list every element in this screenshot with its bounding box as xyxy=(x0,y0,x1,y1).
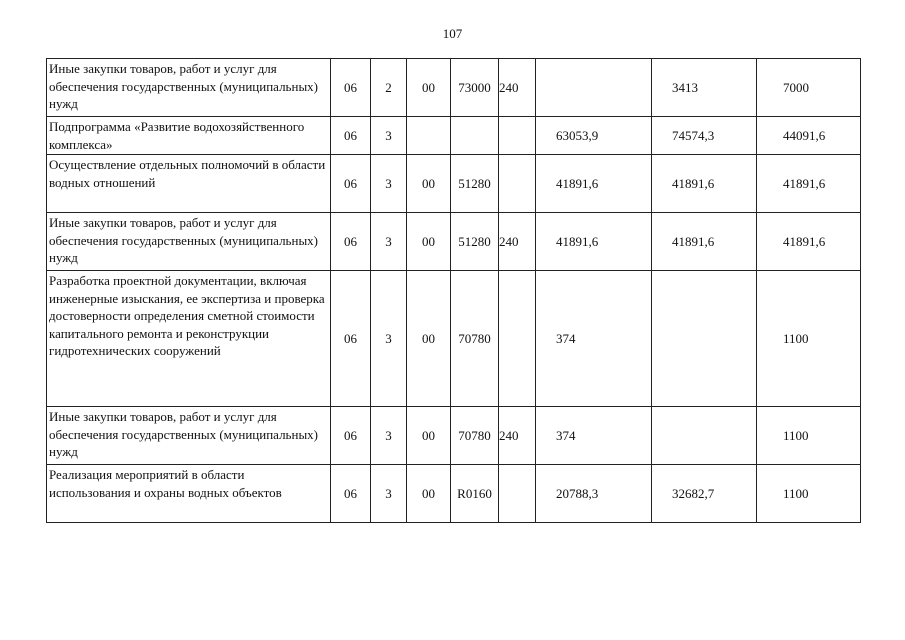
program-code: 3 xyxy=(371,213,407,271)
section-code: 06 xyxy=(331,271,371,407)
expense-type-code: 240 xyxy=(499,213,536,271)
target-code: 51280 xyxy=(451,155,499,213)
row-description: Осуществление отдельных полномочий в области водных отношений xyxy=(47,155,331,213)
subprogram-code: 00 xyxy=(407,155,451,213)
amount-2: 74574,3 xyxy=(652,117,757,155)
amount-1: 374 xyxy=(536,407,652,465)
subprogram-code: 00 xyxy=(407,59,451,117)
expense-type-code xyxy=(499,465,536,523)
row-description: Подпрограмма «Развитие водохозяйственного комплекса» xyxy=(47,117,331,155)
program-code: 3 xyxy=(371,271,407,407)
target-code: 51280 xyxy=(451,213,499,271)
amount-2 xyxy=(652,407,757,465)
amount-3: 1100 xyxy=(757,407,861,465)
subprogram-code xyxy=(407,117,451,155)
amount-2: 3413 xyxy=(652,59,757,117)
expense-type-code xyxy=(499,155,536,213)
table-row xyxy=(47,407,861,465)
target-code: 73000 xyxy=(451,59,499,117)
section-code: 06 xyxy=(331,465,371,523)
program-code: 3 xyxy=(371,155,407,213)
target-code: R0160 xyxy=(451,465,499,523)
target-code: 70780 xyxy=(451,407,499,465)
expense-type-code: 240 xyxy=(499,407,536,465)
amount-2: 41891,6 xyxy=(652,155,757,213)
subprogram-code: 00 xyxy=(407,213,451,271)
amount-3: 7000 xyxy=(757,59,861,117)
expense-type-code: 240 xyxy=(499,59,536,117)
program-code: 3 xyxy=(371,117,407,155)
amount-1 xyxy=(536,59,652,117)
budget-table xyxy=(46,58,861,523)
amount-3: 41891,6 xyxy=(757,213,861,271)
amount-1: 20788,3 xyxy=(536,465,652,523)
target-code: 70780 xyxy=(451,271,499,407)
table-row xyxy=(47,465,861,523)
amount-3: 44091,6 xyxy=(757,117,861,155)
amount-3: 41891,6 xyxy=(757,155,861,213)
amount-3: 1100 xyxy=(757,465,861,523)
expense-type-code xyxy=(499,117,536,155)
amount-3: 1100 xyxy=(757,271,861,407)
subprogram-code: 00 xyxy=(407,407,451,465)
target-code xyxy=(451,117,499,155)
row-description: Иные закупки товаров, работ и услуг для обеспечения государственных (муниципальных) нужд xyxy=(47,59,331,117)
subprogram-code: 00 xyxy=(407,465,451,523)
amount-1: 63053,9 xyxy=(536,117,652,155)
row-description: Разработка проектной документации, включая инженерные изыскания, ее экспертиза и проверка достоверности определения сметной стоимости капитального ремонта и реконструкции гидротехнических сооружений xyxy=(47,271,331,407)
amount-2 xyxy=(652,271,757,407)
amount-1: 41891,6 xyxy=(536,155,652,213)
page-number: 107 xyxy=(442,26,463,41)
table-row xyxy=(47,155,861,213)
amount-2: 41891,6 xyxy=(652,213,757,271)
section-code: 06 xyxy=(331,213,371,271)
section-code: 06 xyxy=(331,155,371,213)
table-row xyxy=(47,117,861,155)
program-code: 3 xyxy=(371,407,407,465)
row-description: Реализация мероприятий в области использования и охраны водных объектов xyxy=(47,465,331,523)
section-code: 06 xyxy=(331,59,371,117)
expense-type-code xyxy=(499,271,536,407)
section-code: 06 xyxy=(331,117,371,155)
amount-2: 32682,7 xyxy=(652,465,757,523)
row-description: Иные закупки товаров, работ и услуг для обеспечения государственных (муниципальных) нужд xyxy=(47,213,331,271)
program-code: 3 xyxy=(371,465,407,523)
row-description: Иные закупки товаров, работ и услуг для обеспечения государственных (муниципальных) нужд xyxy=(47,407,331,465)
amount-1: 374 xyxy=(536,271,652,407)
table-row xyxy=(47,271,861,407)
subprogram-code: 00 xyxy=(407,271,451,407)
table-row xyxy=(47,213,861,271)
section-code: 06 xyxy=(331,407,371,465)
amount-1: 41891,6 xyxy=(536,213,652,271)
table-row xyxy=(47,59,861,117)
program-code: 2 xyxy=(371,59,407,117)
